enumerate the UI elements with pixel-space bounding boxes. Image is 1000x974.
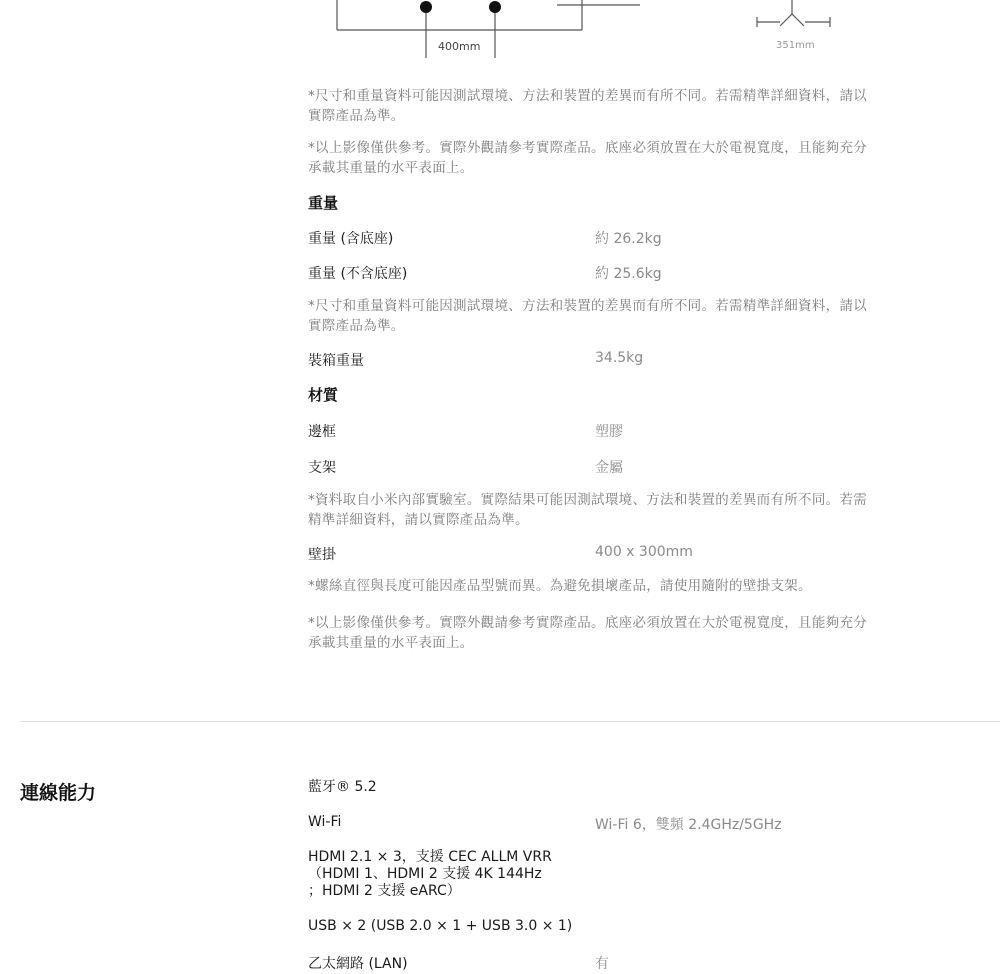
- section-divider: [20, 721, 1000, 722]
- weight-heading: 重量: [308, 194, 339, 212]
- screw-note: *螺絲直徑與長度可能因產品型號而異。為避免損壞產品，請使用隨附的壁掛支架。: [308, 578, 812, 594]
- stand-dimension-diagram: [320, 0, 860, 60]
- stand-material-label: 支架: [308, 460, 336, 476]
- hdmi-spec-line-3: ；HDMI 2 支援 eARC）: [308, 883, 461, 899]
- hdmi-spec-line-1: HDMI 2.1 × 3，支援 CEC ALLM VRR: [308, 849, 552, 865]
- front-width-label: 400mm: [438, 40, 481, 53]
- size-weight-note-2: *尺寸和重量資料可能因測試環境、方法和裝置的差異而有所不同。若需精準詳細資料，請以實際產品為準。: [308, 298, 868, 334]
- weight-without-stand-value: 約 25.6kg: [595, 266, 662, 282]
- side-view-drawing: [757, 0, 830, 27]
- mount-hole-right: [489, 1, 501, 13]
- hdmi-spec-line-2: （HDMI 1、HDMI 2 支援 4K 144Hz: [308, 866, 542, 882]
- frame-label: 邊框: [308, 424, 336, 440]
- frame-value: 塑膠: [595, 424, 623, 440]
- bluetooth-spec: 藍牙® 5.2: [308, 779, 377, 795]
- lan-value: 有: [595, 956, 609, 972]
- box-weight-label: 裝箱重量: [308, 353, 364, 369]
- size-weight-note: *尺寸和重量資料可能因測試環境、方法和裝置的差異而有所不同。若需精準詳細資料，請以實際產品為準。: [308, 88, 868, 124]
- box-weight-value: 34.5kg: [595, 350, 644, 366]
- stand-material-value: 金屬: [595, 460, 623, 476]
- lab-data-note: *資料取自小米內部實驗室。實際結果可能因測試環境、方法和裝置的差異而有所不同。若需精準詳細資料，請以實際產品為準。: [308, 492, 868, 528]
- weight-with-stand-value: 約 26.2kg: [595, 231, 662, 247]
- wall-mount-value: 400 x 300mm: [595, 544, 693, 560]
- material-heading: 材質: [308, 386, 339, 404]
- weight-with-stand-label: 重量 (含底座): [308, 231, 394, 247]
- wifi-label: Wi-Fi: [308, 814, 342, 830]
- connectivity-section-title: 連線能力: [20, 782, 97, 804]
- front-view-drawing: [337, 0, 640, 58]
- weight-without-stand-label: 重量 (不含底座): [308, 266, 408, 282]
- image-reference-note-2: *以上影像僅供參考。實際外觀請參考實際產品。底座必須放置在大於電視寬度，且能夠充分承載其重量的水平表面上。: [308, 615, 868, 651]
- mount-hole-left: [420, 1, 432, 13]
- image-reference-note: *以上影像僅供參考。實際外觀請參考實際產品。底座必須放置在大於電視寬度，且能夠充分承載其重量的水平表面上。: [308, 140, 868, 176]
- lan-label: 乙太網路 (LAN): [308, 956, 408, 972]
- wall-mount-label: 壁掛: [308, 547, 336, 563]
- usb-spec: USB × 2 (USB 2.0 × 1 + USB 3.0 × 1): [308, 918, 573, 934]
- depth-label: 351mm: [776, 40, 815, 51]
- wifi-value: Wi-Fi 6，雙頻 2.4GHz/5GHz: [595, 817, 782, 833]
